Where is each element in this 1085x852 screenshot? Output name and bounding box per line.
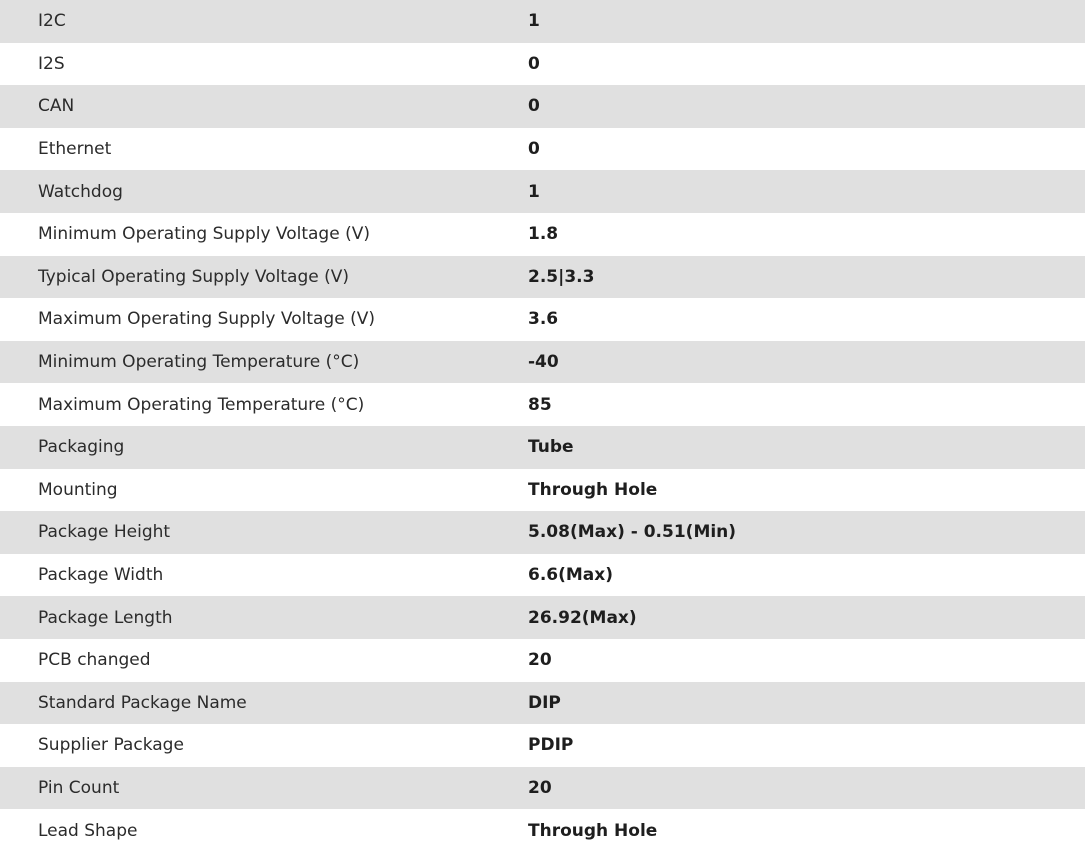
spec-value: 0: [528, 53, 540, 74]
spec-value: 20: [528, 650, 552, 671]
spec-label: Minimum Operating Supply Voltage (V): [38, 224, 370, 245]
spec-label: Maximum Operating Supply Voltage (V): [38, 309, 375, 330]
spec-value: PDIP: [528, 735, 574, 756]
spec-value: 0: [528, 96, 540, 117]
spec-label: Package Width: [38, 565, 164, 586]
spec-label: PCB changed: [38, 650, 151, 671]
spec-row-package-length: [0, 596, 1085, 639]
spec-row-ethernet: [0, 128, 1085, 171]
spec-row-min-temperature: [0, 341, 1085, 384]
spec-value: Through Hole: [528, 820, 658, 841]
spec-label: I2C: [38, 11, 66, 32]
spec-label: Package Length: [38, 607, 173, 628]
spec-value: Through Hole: [528, 479, 658, 500]
spec-label: Package Height: [38, 522, 171, 543]
spec-value: 6.6(Max): [528, 565, 614, 586]
spec-label: Ethernet: [38, 139, 112, 160]
spec-value: 1: [528, 11, 540, 32]
spec-label: Mounting: [38, 479, 118, 500]
spec-label: Watchdog: [38, 181, 123, 202]
spec-label: CAN: [38, 96, 75, 117]
spec-row-min-supply-voltage: [0, 213, 1085, 256]
spec-value: Tube: [528, 437, 574, 458]
spec-row-max-temperature: [0, 383, 1085, 426]
spec-value: DIP: [528, 692, 561, 713]
spec-row-typical-supply-voltage: [0, 256, 1085, 299]
spec-label: Minimum Operating Temperature (°C): [38, 352, 360, 373]
spec-row-supplier-package: [0, 724, 1085, 767]
spec-row-package-width: [0, 554, 1085, 597]
spec-label: Supplier Package: [38, 735, 184, 756]
spec-value: 0: [528, 139, 540, 160]
spec-row-max-supply-voltage: [0, 298, 1085, 341]
spec-value: 20: [528, 777, 552, 798]
spec-row-package-height: [0, 511, 1085, 554]
spec-value: 2.5|3.3: [528, 266, 595, 287]
spec-value: 26.92(Max): [528, 607, 637, 628]
spec-value: 1.8: [528, 224, 559, 245]
spec-value: -40: [528, 352, 559, 373]
spec-label: Maximum Operating Temperature (°C): [38, 394, 365, 415]
spec-row-watchdog: [0, 170, 1085, 213]
spec-label: I2S: [38, 53, 65, 74]
spec-label: Typical Operating Supply Voltage (V): [38, 266, 349, 287]
spec-label: Packaging: [38, 437, 125, 458]
spec-row-mounting: [0, 469, 1085, 512]
spec-row-pin-count: [0, 767, 1085, 810]
spec-label: Pin Count: [38, 777, 120, 798]
spec-value: 85: [528, 394, 552, 415]
spec-row-standard-package-name: [0, 682, 1085, 725]
spec-label: Lead Shape: [38, 820, 138, 841]
spec-row-can: [0, 85, 1085, 128]
spec-row-lead-shape: [0, 809, 1085, 852]
spec-row-i2s: [0, 43, 1085, 86]
spec-row-packaging: [0, 426, 1085, 469]
spec-label: Standard Package Name: [38, 692, 247, 713]
spec-value: 5.08(Max) - 0.51(Min): [528, 522, 737, 543]
spec-value: 1: [528, 181, 540, 202]
spec-row-pcb-changed: [0, 639, 1085, 682]
spec-value: 3.6: [528, 309, 559, 330]
spec-row-i2c: [0, 0, 1085, 43]
